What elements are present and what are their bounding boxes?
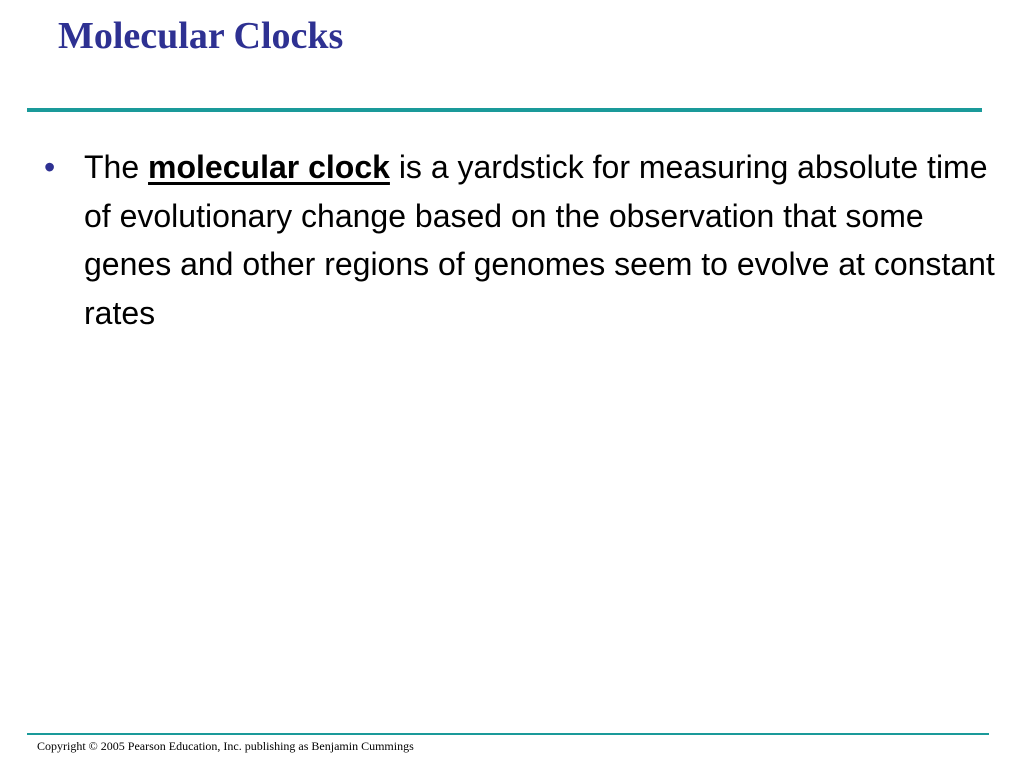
bullet-list xyxy=(40,143,1000,337)
title-divider xyxy=(27,108,982,112)
bullet-body-text: is a yardstick for measuring absolute time of evolutionary change based on the observation that some genes and other regions of genomes seem to evolve at constant rates xyxy=(84,149,995,331)
copyright-footer: Copyright © 2005 Pearson Education, Inc. publishing as Benjamin Cummings xyxy=(37,739,414,753)
bullet-keyword: molecular clock xyxy=(148,149,390,185)
slide-title: Molecular Clocks xyxy=(58,15,344,57)
footer-divider xyxy=(27,733,989,735)
bullet-marker: • xyxy=(44,149,56,185)
bullet-lead-text: The xyxy=(84,149,140,185)
bullet-item xyxy=(40,143,1000,337)
